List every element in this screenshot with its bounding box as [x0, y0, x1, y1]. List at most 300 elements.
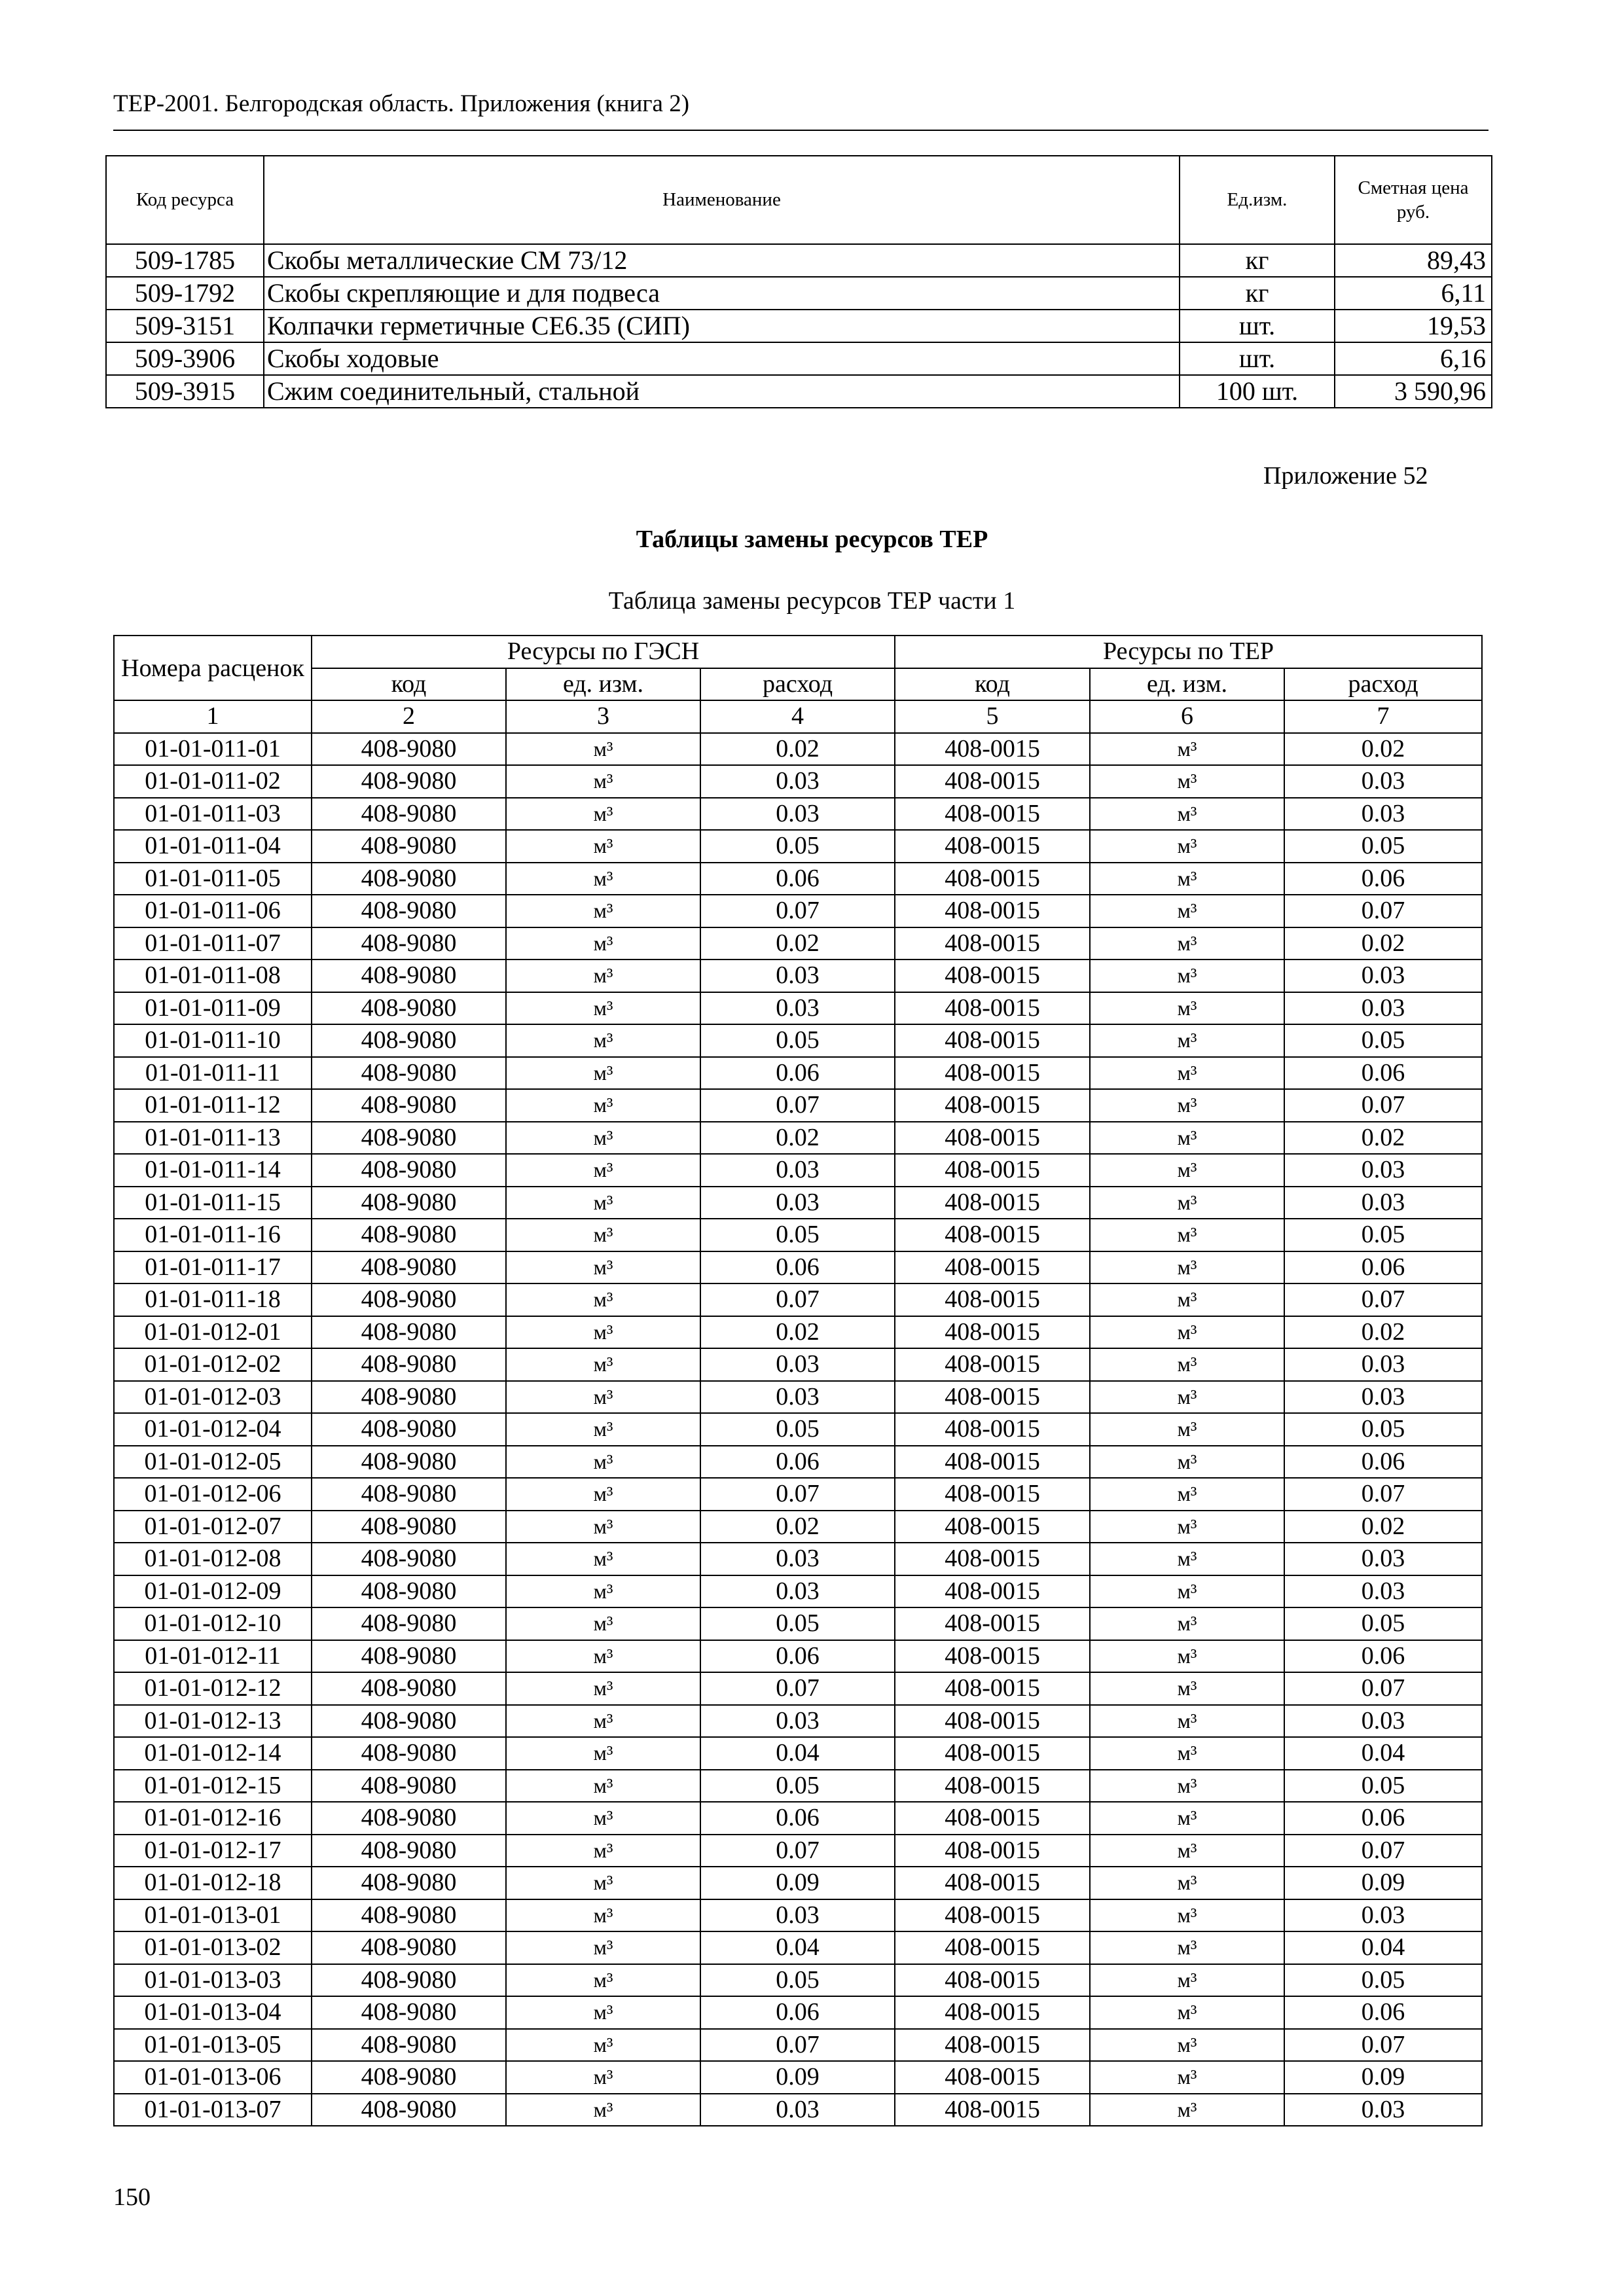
repl-cell-gesn-unit: м³: [506, 1802, 700, 1835]
table-row: [114, 1996, 1482, 2029]
repl-cell-ter-unit: м³: [1090, 1154, 1284, 1187]
repl-cell-ter-usage: 0.03: [1284, 1899, 1482, 1932]
repl-cell-ter-usage: 0.06: [1284, 1996, 1482, 2029]
repl-cell-rate: 01-01-012-07: [114, 1511, 312, 1543]
repl-cell-ter-code: 408-0015: [895, 1219, 1090, 1251]
price-cell-name: Скобы металлические СМ 73/12: [264, 244, 1180, 277]
repl-cell-ter-usage: 0.07: [1284, 1478, 1482, 1511]
repl-cell-gesn-code: 408-9080: [312, 1770, 506, 1803]
repl-cell-gesn-unit: м³: [506, 1964, 700, 1997]
repl-cell-rate: 01-01-012-09: [114, 1575, 312, 1608]
repl-cell-gesn-unit: м³: [506, 1446, 700, 1479]
repl-cell-ter-unit: м³: [1090, 1996, 1284, 2029]
repl-cell-gesn-code: 408-9080: [312, 1283, 506, 1316]
table-row: [114, 1640, 1482, 1673]
repl-cell-ter-code: 408-0015: [895, 1931, 1090, 1964]
repl-cell-gesn-usage: 0.03: [700, 765, 895, 798]
repl-cell-gesn-usage: 0.02: [700, 1511, 895, 1543]
repl-cell-gesn-code: 408-9080: [312, 1251, 506, 1284]
repl-cell-rate: 01-01-013-03: [114, 1964, 312, 1997]
repl-cell-ter-usage: 0.02: [1284, 733, 1482, 766]
repl-cell-ter-code: 408-0015: [895, 1154, 1090, 1187]
repl-cell-ter-code: 408-0015: [895, 1640, 1090, 1673]
repl-cell-rate: 01-01-013-05: [114, 2029, 312, 2062]
repl-sub-usage: расход: [1284, 668, 1482, 701]
table-row: [114, 1835, 1482, 1867]
repl-cell-ter-code: 408-0015: [895, 1964, 1090, 1997]
table-row: [114, 1251, 1482, 1284]
price-table-header: [106, 156, 1492, 244]
repl-cell-gesn-code: 408-9080: [312, 1575, 506, 1608]
repl-cell-gesn-usage: 0.02: [700, 733, 895, 766]
repl-cell-gesn-code: 408-9080: [312, 863, 506, 895]
price-cell-unit: кг: [1180, 277, 1335, 310]
repl-cell-ter-unit: м³: [1090, 1802, 1284, 1835]
repl-cell-gesn-usage: 0.02: [700, 1122, 895, 1155]
price-cell-code: 509-1792: [106, 277, 264, 310]
repl-cell-gesn-unit: м³: [506, 1089, 700, 1122]
repl-cell-gesn-code: 408-9080: [312, 1154, 506, 1187]
repl-cell-gesn-code: 408-9080: [312, 927, 506, 960]
repl-cell-ter-unit: м³: [1090, 1737, 1284, 1770]
table-row: [114, 2029, 1482, 2062]
repl-cell-gesn-code: 408-9080: [312, 1089, 506, 1122]
repl-cell-ter-usage: 0.07: [1284, 895, 1482, 927]
repl-cell-ter-unit: м³: [1090, 765, 1284, 798]
repl-cell-ter-code: 408-0015: [895, 2094, 1090, 2126]
repl-cell-gesn-code: 408-9080: [312, 960, 506, 992]
repl-cell-ter-usage: 0.03: [1284, 1543, 1482, 1575]
repl-cell-gesn-unit: м³: [506, 1283, 700, 1316]
repl-cell-ter-usage: 0.02: [1284, 1511, 1482, 1543]
price-cell-unit: шт.: [1180, 310, 1335, 342]
price-cell-code: 509-3906: [106, 342, 264, 375]
repl-cell-gesn-unit: м³: [506, 2061, 700, 2094]
repl-cell-ter-unit: м³: [1090, 1251, 1284, 1284]
repl-cell-ter-unit: м³: [1090, 1705, 1284, 1738]
repl-col-number: 5: [895, 700, 1090, 733]
table-row: [114, 765, 1482, 798]
table-row: [114, 895, 1482, 927]
repl-cell-gesn-unit: м³: [506, 1705, 700, 1738]
repl-cell-gesn-unit: м³: [506, 1024, 700, 1057]
repl-cell-rate: 01-01-013-06: [114, 2061, 312, 2094]
repl-cell-gesn-code: 408-9080: [312, 1219, 506, 1251]
repl-cell-ter-usage: 0.06: [1284, 1057, 1482, 1090]
price-cell-name: Сжим соединительный, стальной: [264, 375, 1180, 408]
repl-cell-ter-usage: 0.05: [1284, 830, 1482, 863]
section-title: Таблицы замены ресурсов ТЕР: [636, 526, 988, 553]
repl-cell-gesn-usage: 0.02: [700, 927, 895, 960]
repl-cell-gesn-usage: 0.09: [700, 2061, 895, 2094]
repl-cell-ter-code: 408-0015: [895, 830, 1090, 863]
repl-cell-ter-unit: м³: [1090, 863, 1284, 895]
table-row: [114, 1672, 1482, 1705]
repl-cell-gesn-usage: 0.06: [700, 863, 895, 895]
repl-cell-ter-unit: м³: [1090, 1219, 1284, 1251]
repl-cell-ter-code: 408-0015: [895, 895, 1090, 927]
repl-cell-ter-code: 408-0015: [895, 1381, 1090, 1414]
repl-cell-gesn-code: 408-9080: [312, 1348, 506, 1381]
repl-cell-gesn-usage: 0.03: [700, 1381, 895, 1414]
repl-cell-gesn-usage: 0.07: [700, 1672, 895, 1705]
table-row: [114, 1575, 1482, 1608]
table-row: [114, 992, 1482, 1025]
repl-group-gesn: Ресурсы по ГЭСН: [312, 636, 895, 668]
repl-cell-rate: 01-01-013-02: [114, 1931, 312, 1964]
price-col-name: Наименование: [264, 156, 1180, 244]
repl-cell-gesn-code: 408-9080: [312, 1640, 506, 1673]
repl-cell-ter-code: 408-0015: [895, 1802, 1090, 1835]
table-row: [114, 1381, 1482, 1414]
repl-cell-gesn-code: 408-9080: [312, 1931, 506, 1964]
repl-cell-ter-code: 408-0015: [895, 1089, 1090, 1122]
table-row: [114, 1446, 1482, 1479]
repl-cell-ter-usage: 0.02: [1284, 927, 1482, 960]
repl-cell-ter-unit: м³: [1090, 1640, 1284, 1673]
repl-cell-rate: 01-01-012-08: [114, 1543, 312, 1575]
repl-cell-ter-code: 408-0015: [895, 1607, 1090, 1640]
repl-cell-ter-usage: 0.09: [1284, 2061, 1482, 2094]
repl-cell-gesn-unit: м³: [506, 1057, 700, 1090]
repl-cell-ter-code: 408-0015: [895, 927, 1090, 960]
repl-cell-gesn-unit: м³: [506, 733, 700, 766]
repl-sub-code: код: [312, 668, 506, 701]
table-row: [114, 2094, 1482, 2126]
repl-cell-ter-code: 408-0015: [895, 798, 1090, 831]
table-row: [106, 342, 1492, 375]
repl-cell-gesn-usage: 0.05: [700, 1413, 895, 1446]
price-cell-price: 6,11: [1335, 277, 1492, 310]
repl-cell-ter-unit: м³: [1090, 1057, 1284, 1090]
repl-cell-ter-usage: 0.02: [1284, 1316, 1482, 1349]
repl-cell-ter-usage: 0.03: [1284, 1187, 1482, 1219]
repl-cell-gesn-code: 408-9080: [312, 1867, 506, 1899]
repl-cell-gesn-usage: 0.03: [700, 1187, 895, 1219]
repl-cell-rate: 01-01-011-14: [114, 1154, 312, 1187]
repl-cell-gesn-unit: м³: [506, 863, 700, 895]
repl-cell-gesn-unit: м³: [506, 2029, 700, 2062]
repl-cell-gesn-code: 408-9080: [312, 1187, 506, 1219]
repl-cell-ter-code: 408-0015: [895, 2061, 1090, 2094]
repl-column-numbers: [114, 700, 1482, 733]
repl-cell-rate: 01-01-013-04: [114, 1996, 312, 2029]
repl-cell-ter-usage: 0.05: [1284, 1964, 1482, 1997]
repl-cell-ter-unit: м³: [1090, 1607, 1284, 1640]
repl-cell-rate: 01-01-012-18: [114, 1867, 312, 1899]
repl-cell-ter-code: 408-0015: [895, 1835, 1090, 1867]
repl-cell-gesn-code: 408-9080: [312, 798, 506, 831]
repl-cell-rate: 01-01-011-16: [114, 1219, 312, 1251]
repl-cell-rate: 01-01-011-18: [114, 1283, 312, 1316]
repl-cell-gesn-code: 408-9080: [312, 765, 506, 798]
repl-cell-ter-usage: 0.07: [1284, 1835, 1482, 1867]
repl-cell-gesn-unit: м³: [506, 1478, 700, 1511]
repl-sub-unit: ед. изм.: [506, 668, 700, 701]
repl-cell-gesn-usage: 0.06: [700, 1640, 895, 1673]
repl-cell-ter-code: 408-0015: [895, 1187, 1090, 1219]
repl-cell-gesn-unit: м³: [506, 1672, 700, 1705]
repl-cell-rate: 01-01-011-03: [114, 798, 312, 831]
repl-cell-ter-unit: м³: [1090, 830, 1284, 863]
repl-cell-ter-code: 408-0015: [895, 1511, 1090, 1543]
repl-cell-ter-usage: 0.06: [1284, 1802, 1482, 1835]
table-row: [114, 1511, 1482, 1543]
repl-cell-rate: 01-01-012-14: [114, 1737, 312, 1770]
repl-cell-ter-unit: м³: [1090, 1413, 1284, 1446]
table-row: [114, 1931, 1482, 1964]
repl-cell-gesn-usage: 0.03: [700, 992, 895, 1025]
repl-cell-rate: 01-01-012-16: [114, 1802, 312, 1835]
repl-cell-ter-unit: м³: [1090, 1511, 1284, 1543]
table-row: [114, 1802, 1482, 1835]
repl-cell-ter-usage: 0.04: [1284, 1931, 1482, 1964]
repl-cell-gesn-code: 408-9080: [312, 1802, 506, 1835]
table-row: [114, 2061, 1482, 2094]
repl-header-row-1: [114, 636, 1482, 668]
repl-cell-gesn-unit: м³: [506, 1381, 700, 1414]
repl-cell-gesn-unit: м³: [506, 798, 700, 831]
repl-cell-gesn-usage: 0.06: [700, 1251, 895, 1284]
appendix-label: Приложение 52: [1263, 462, 1428, 490]
price-cell-name: Скобы ходовые: [264, 342, 1180, 375]
repl-cell-ter-code: 408-0015: [895, 1413, 1090, 1446]
table-row: [114, 1413, 1482, 1446]
repl-cell-gesn-usage: 0.06: [700, 1446, 895, 1479]
table-row: [114, 1607, 1482, 1640]
repl-cell-ter-unit: м³: [1090, 1835, 1284, 1867]
repl-cell-ter-code: 408-0015: [895, 1316, 1090, 1349]
repl-cell-gesn-code: 408-9080: [312, 1122, 506, 1155]
table-row: [106, 310, 1492, 342]
repl-cell-gesn-usage: 0.05: [700, 1770, 895, 1803]
repl-col-number: 1: [114, 700, 312, 733]
table-row: [114, 1348, 1482, 1381]
repl-cell-rate: 01-01-012-03: [114, 1381, 312, 1414]
repl-cell-ter-unit: м³: [1090, 1122, 1284, 1155]
repl-cell-ter-unit: м³: [1090, 1089, 1284, 1122]
repl-cell-ter-usage: 0.05: [1284, 1024, 1482, 1057]
repl-cell-rate: 01-01-011-11: [114, 1057, 312, 1090]
repl-cell-gesn-unit: м³: [506, 1348, 700, 1381]
repl-cell-rate: 01-01-011-04: [114, 830, 312, 863]
repl-cell-gesn-unit: м³: [506, 1413, 700, 1446]
table-row: [114, 1187, 1482, 1219]
repl-cell-gesn-code: 408-9080: [312, 1024, 506, 1057]
repl-cell-gesn-usage: 0.03: [700, 1154, 895, 1187]
repl-cell-gesn-usage: 0.07: [700, 1089, 895, 1122]
repl-cell-ter-usage: 0.05: [1284, 1219, 1482, 1251]
repl-cell-ter-usage: 0.06: [1284, 1446, 1482, 1479]
repl-cell-ter-code: 408-0015: [895, 2029, 1090, 2062]
repl-cell-gesn-code: 408-9080: [312, 1996, 506, 2029]
repl-cell-ter-usage: 0.03: [1284, 960, 1482, 992]
repl-cell-ter-code: 408-0015: [895, 1672, 1090, 1705]
repl-cell-gesn-unit: м³: [506, 1899, 700, 1932]
repl-cell-gesn-code: 408-9080: [312, 992, 506, 1025]
table-row: [114, 1964, 1482, 1997]
repl-cell-gesn-usage: 0.03: [700, 1348, 895, 1381]
repl-cell-gesn-unit: м³: [506, 2094, 700, 2126]
repl-cell-ter-usage: 0.03: [1284, 765, 1482, 798]
table-row: [114, 1899, 1482, 1932]
repl-cell-rate: 01-01-012-05: [114, 1446, 312, 1479]
repl-cell-gesn-usage: 0.07: [700, 895, 895, 927]
repl-col-number: 3: [506, 700, 700, 733]
price-cell-unit: кг: [1180, 244, 1335, 277]
repl-cell-ter-usage: 0.07: [1284, 1672, 1482, 1705]
price-col-price: Сметная цена руб.: [1335, 156, 1492, 244]
repl-cell-gesn-unit: м³: [506, 1251, 700, 1284]
repl-cell-ter-unit: м³: [1090, 798, 1284, 831]
price-cell-code: 509-1785: [106, 244, 264, 277]
repl-col-number: 6: [1090, 700, 1284, 733]
table-row: [106, 375, 1492, 408]
repl-cell-gesn-code: 408-9080: [312, 1543, 506, 1575]
repl-cell-gesn-usage: 0.06: [700, 1996, 895, 2029]
repl-cell-gesn-unit: м³: [506, 1835, 700, 1867]
repl-cell-ter-code: 408-0015: [895, 1057, 1090, 1090]
table-row: [114, 1219, 1482, 1251]
repl-sub-unit: ед. изм.: [1090, 668, 1284, 701]
table-row: [114, 1057, 1482, 1090]
repl-cell-rate: 01-01-011-06: [114, 895, 312, 927]
repl-cell-ter-unit: м³: [1090, 1931, 1284, 1964]
repl-cell-rate: 01-01-012-15: [114, 1770, 312, 1803]
repl-header-row-2: [114, 668, 1482, 701]
repl-cell-gesn-usage: 0.04: [700, 1737, 895, 1770]
repl-cell-rate: 01-01-012-17: [114, 1835, 312, 1867]
repl-cell-gesn-usage: 0.07: [700, 2029, 895, 2062]
repl-cell-ter-unit: м³: [1090, 2061, 1284, 2094]
repl-cell-ter-usage: 0.07: [1284, 2029, 1482, 2062]
repl-cell-ter-unit: м³: [1090, 1672, 1284, 1705]
price-cell-unit: 100 шт.: [1180, 375, 1335, 408]
repl-cell-ter-code: 408-0015: [895, 960, 1090, 992]
repl-cell-ter-usage: 0.06: [1284, 1251, 1482, 1284]
repl-cell-ter-unit: м³: [1090, 1478, 1284, 1511]
repl-cell-ter-unit: м³: [1090, 927, 1284, 960]
repl-cell-ter-usage: 0.03: [1284, 992, 1482, 1025]
repl-cell-ter-usage: 0.07: [1284, 1283, 1482, 1316]
table-row: [114, 1478, 1482, 1511]
repl-cell-ter-unit: м³: [1090, 1867, 1284, 1899]
repl-cell-ter-code: 408-0015: [895, 1770, 1090, 1803]
table-row: [114, 927, 1482, 960]
repl-cell-gesn-code: 408-9080: [312, 1899, 506, 1932]
price-cell-code: 509-3151: [106, 310, 264, 342]
page-number: 150: [113, 2183, 151, 2211]
repl-cell-rate: 01-01-012-04: [114, 1413, 312, 1446]
repl-cell-gesn-unit: м³: [506, 895, 700, 927]
repl-cell-ter-usage: 0.03: [1284, 1154, 1482, 1187]
table-row: [114, 1024, 1482, 1057]
table-row: [114, 1122, 1482, 1155]
repl-cell-rate: 01-01-012-10: [114, 1607, 312, 1640]
repl-cell-ter-unit: м³: [1090, 1899, 1284, 1932]
repl-cell-gesn-unit: м³: [506, 1543, 700, 1575]
repl-cell-ter-unit: м³: [1090, 733, 1284, 766]
repl-cell-rate: 01-01-012-12: [114, 1672, 312, 1705]
repl-cell-gesn-code: 408-9080: [312, 1478, 506, 1511]
price-cell-code: 509-3915: [106, 375, 264, 408]
repl-cell-gesn-code: 408-9080: [312, 830, 506, 863]
repl-cell-gesn-code: 408-9080: [312, 1672, 506, 1705]
repl-cell-ter-unit: м³: [1090, 1283, 1284, 1316]
repl-cell-ter-code: 408-0015: [895, 1543, 1090, 1575]
table-row: [114, 1770, 1482, 1803]
repl-cell-rate: 01-01-012-01: [114, 1316, 312, 1349]
repl-cell-gesn-usage: 0.05: [700, 1219, 895, 1251]
table-row: [114, 798, 1482, 831]
repl-cell-gesn-unit: м³: [506, 1770, 700, 1803]
repl-cell-ter-unit: м³: [1090, 992, 1284, 1025]
repl-cell-ter-code: 408-0015: [895, 1024, 1090, 1057]
repl-cell-gesn-unit: м³: [506, 1187, 700, 1219]
repl-col-number: 2: [312, 700, 506, 733]
repl-cell-ter-code: 408-0015: [895, 1737, 1090, 1770]
repl-cell-ter-code: 408-0015: [895, 1996, 1090, 2029]
repl-cell-ter-unit: м³: [1090, 1316, 1284, 1349]
repl-cell-ter-unit: м³: [1090, 1381, 1284, 1414]
repl-cell-gesn-usage: 0.03: [700, 798, 895, 831]
repl-cell-gesn-usage: 0.06: [700, 1057, 895, 1090]
repl-cell-gesn-usage: 0.03: [700, 1543, 895, 1575]
running-header: ТЕР-2001. Белгородская область. Приложения (книга 2): [113, 90, 690, 117]
repl-cell-ter-code: 408-0015: [895, 863, 1090, 895]
repl-cell-ter-usage: 0.03: [1284, 1705, 1482, 1738]
table-row: [114, 863, 1482, 895]
repl-cell-gesn-code: 408-9080: [312, 1316, 506, 1349]
price-col-unit: Ед.изм.: [1180, 156, 1335, 244]
repl-cell-gesn-usage: 0.03: [700, 2094, 895, 2126]
repl-cell-ter-unit: м³: [1090, 1187, 1284, 1219]
repl-cell-ter-code: 408-0015: [895, 1446, 1090, 1479]
repl-cell-gesn-code: 408-9080: [312, 1446, 506, 1479]
repl-cell-rate: 01-01-011-01: [114, 733, 312, 766]
repl-cell-gesn-usage: 0.05: [700, 1964, 895, 1997]
repl-cell-ter-code: 408-0015: [895, 1575, 1090, 1608]
repl-cell-rate: 01-01-011-13: [114, 1122, 312, 1155]
repl-cell-rate: 01-01-011-17: [114, 1251, 312, 1284]
repl-cell-ter-unit: м³: [1090, 1575, 1284, 1608]
repl-cell-ter-code: 408-0015: [895, 992, 1090, 1025]
repl-cell-ter-unit: м³: [1090, 2094, 1284, 2126]
price-col-code: Код ресурса: [106, 156, 264, 244]
repl-cell-ter-code: 408-0015: [895, 1705, 1090, 1738]
repl-cell-ter-usage: 0.03: [1284, 798, 1482, 831]
repl-cell-gesn-unit: м³: [506, 1996, 700, 2029]
table-row: [106, 244, 1492, 277]
repl-cell-gesn-unit: м³: [506, 1122, 700, 1155]
repl-cell-gesn-unit: м³: [506, 1737, 700, 1770]
table-row: [114, 1089, 1482, 1122]
repl-cell-ter-unit: м³: [1090, 1770, 1284, 1803]
repl-cell-gesn-code: 408-9080: [312, 1964, 506, 1997]
repl-col-rates: Номера расценок: [114, 636, 312, 700]
repl-cell-gesn-code: 408-9080: [312, 1705, 506, 1738]
repl-cell-rate: 01-01-011-02: [114, 765, 312, 798]
repl-cell-gesn-code: 408-9080: [312, 1381, 506, 1414]
repl-cell-gesn-unit: м³: [506, 1607, 700, 1640]
repl-group-ter: Ресурсы по ТЕР: [895, 636, 1482, 668]
repl-cell-gesn-usage: 0.05: [700, 1024, 895, 1057]
repl-cell-gesn-code: 408-9080: [312, 2061, 506, 2094]
price-cell-price: 3 590,96: [1335, 375, 1492, 408]
repl-cell-gesn-usage: 0.05: [700, 1607, 895, 1640]
price-cell-name: Скобы скрепляющие и для подвеса: [264, 277, 1180, 310]
repl-cell-ter-code: 408-0015: [895, 1348, 1090, 1381]
